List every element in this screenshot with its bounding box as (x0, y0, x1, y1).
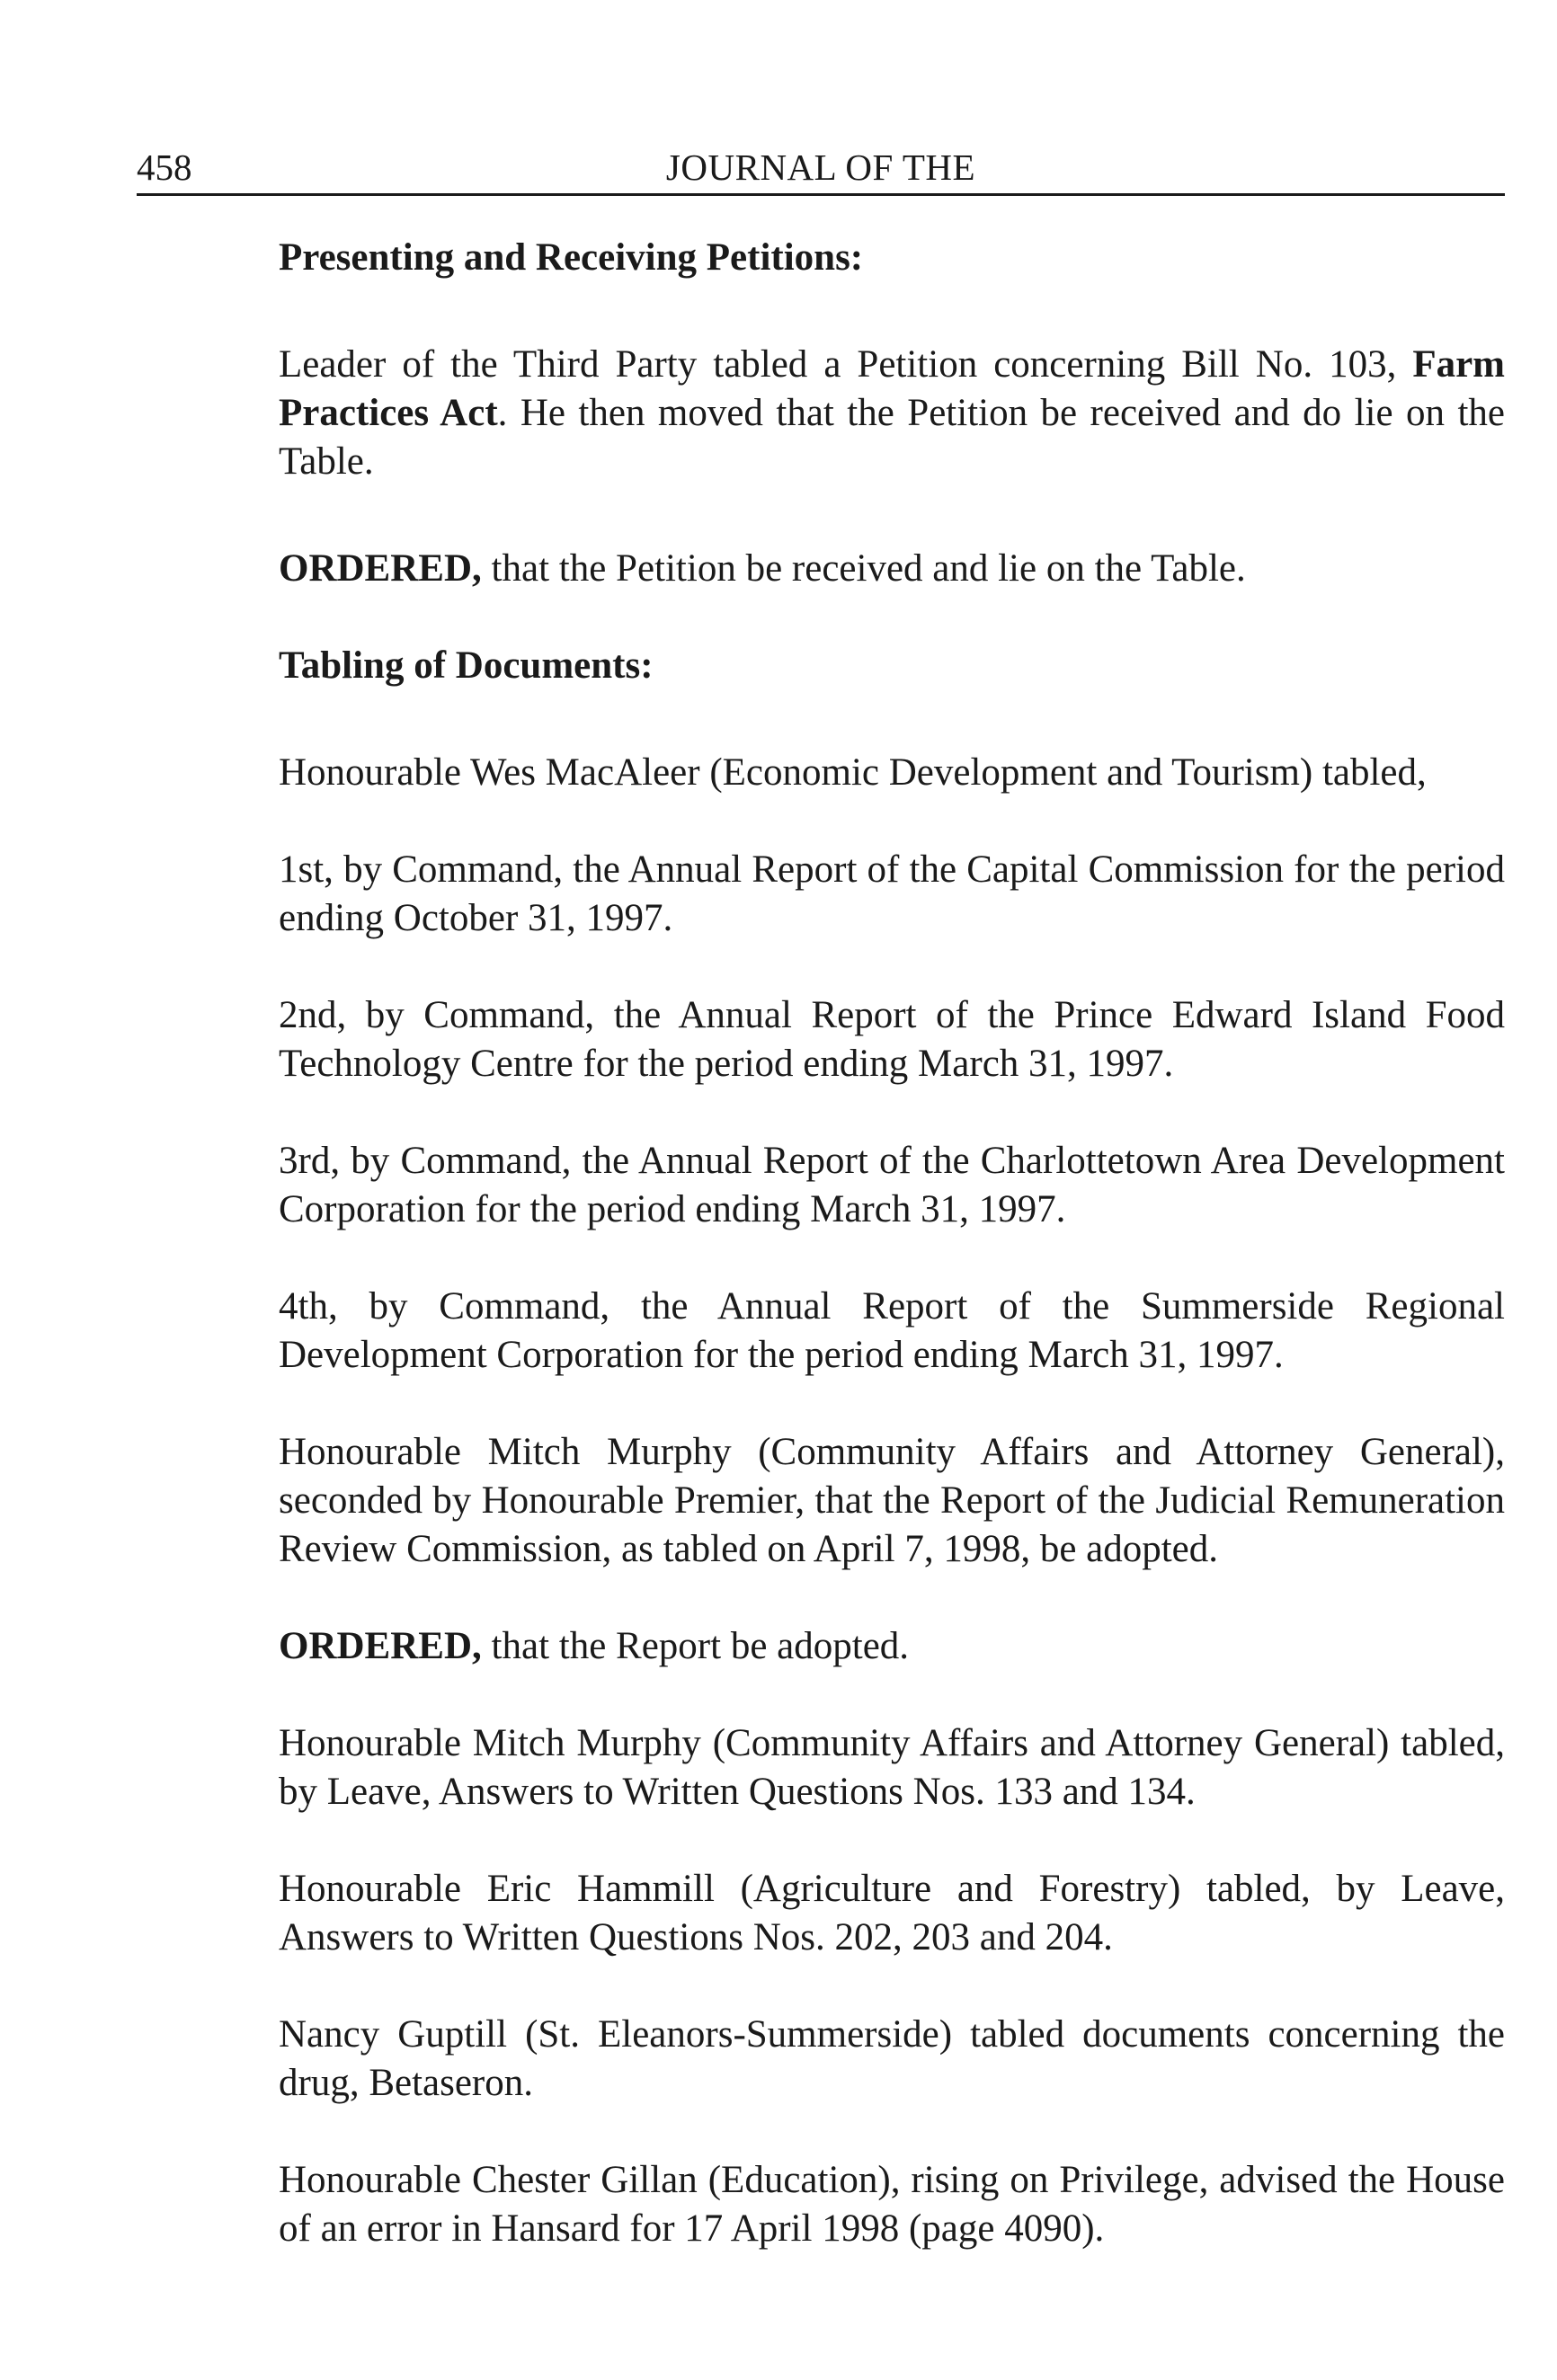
tabled-item-4: 4th, by Command, the Annual Report of the Summerside Regional Development Corporation for the period ending March 31, 1997. (279, 1285, 1505, 1376)
hammill-answers-paragraph: Honourable Eric Hammill (Agriculture and Forestry) tabled, by Leave, Answers to Written Questions Nos. 202, 203 and 204. (279, 1868, 1505, 1958)
tabling-heading: Tabling of Documents: (279, 644, 654, 687)
page-header (137, 138, 1505, 192)
running-head: JOURNAL OF THE (665, 147, 976, 188)
ordered-label: ORDERED, (279, 1625, 482, 1667)
journal-body (279, 234, 1505, 2253)
murphy-answers-paragraph: Honourable Mitch Murphy (Community Affairs and Attorney General) tabled, by Leave, Answers to Written Questions Nos. 133 and 134. (279, 1722, 1505, 1813)
motion-paragraph: Honourable Mitch Murphy (Community Affairs and Attorney General), seconded by Honourable Premier, that the Report of the Judicial Remuneration Review Commission, as tabled on April 7, 1998, be adopted. (279, 1431, 1505, 1570)
page-number: 458 (137, 147, 192, 188)
gillan-privilege-paragraph: Honourable Chester Gillan (Education), rising on Privilege, advised the House of an error in Hansard for 17 April 1998 (page 4090). (279, 2159, 1505, 2250)
tabling-intro: Honourable Wes MacAleer (Economic Development and Tourism) tabled, (279, 751, 1427, 794)
ordered-report-text: that the Report be adopted. (481, 1625, 910, 1667)
petition-paragraph (279, 341, 1505, 486)
tabled-item-3: 3rd, by Command, the Annual Report of the Charlottetown Area Development Corporation for the period ending March 31, 1997. (279, 1140, 1505, 1230)
petitions-heading: Presenting and Receiving Petitions: (279, 236, 864, 279)
petition-text-start: Leader of the Third Party tabled a Petition concerning Bill No. 103, (279, 343, 1413, 386)
ordered-petition-paragraph (279, 545, 1505, 593)
header-rule (137, 193, 1505, 196)
petition-text-end: . He then moved that the Petition be received and do lie on the Table. (279, 392, 1505, 483)
ordered-label: ORDERED, (279, 547, 482, 590)
guptill-documents-paragraph: Nancy Guptill (St. Eleanors-Summerside) tabled documents concerning the drug, Betaseron. (279, 2013, 1505, 2104)
tabled-item-2: 2nd, by Command, the Annual Report of the Prince Edward Island Food Technology Centre for the period ending March 31, 1997. (279, 994, 1505, 1085)
tabled-item-1: 1st, by Command, the Annual Report of the Capital Commission for the period ending October 31, 1997. (279, 848, 1505, 939)
ordered-petition-text: that the Petition be received and lie on the Table. (481, 547, 1246, 590)
bill-name: Farm Practices Act (279, 343, 1505, 434)
ordered-report-paragraph (279, 1622, 1505, 1671)
